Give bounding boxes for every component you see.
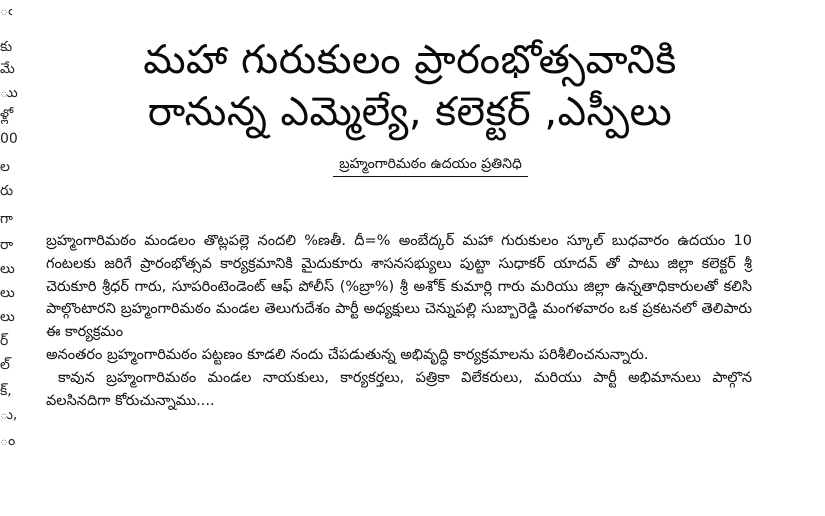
column-fragment: క్, <box>0 383 12 399</box>
article-paragraph-1: బ్రహ్మంగారిమఠం మండలం తొట్లపల్లె నందలి %ణతీ. దీ=% అంబేద్కర్ మహా గురుకులం స్కూల్ బుధవారం ఉదయం 10 గంటలకు జరిగే ప్రారంభోత్సవ కార్యక్రమానికి మైదుకూరు శాసనసభ్యులు పుట్టా సుధాకర్ యాదవ్ తో పాటు జిల్లా కలెక్టర్ శ్రీ చెరుకూరి శ్రీధర్ గారు, సూపరింటెండెంట్ ఆఫ్ పోలీస్ (%బ్రా%) శ్రీ అశోక్ కుమార్లి గారు మరియు జిల్లా ఉన్నతాధికారులతో కలిసి పాల్గొంటారని బ్రహ్మంగారిమఠం మండల తెలుగుదేశం పార్టీ అధ్యక్షులు చెన్నుపల్లి సుబ్బారెడ్డి మంగళవారం ఒక ప్రకటనలో తెలిపారు ఈ కార్యక్రమం <box>46 233 752 341</box>
byline: బ్రహ్మంగారిమఠం ఉదయం ప్రతినిధి <box>333 154 528 177</box>
column-fragment: ల <box>0 159 10 175</box>
column-fragment: రు <box>0 183 14 199</box>
adjacent-column-fragment <box>0 0 16 516</box>
column-fragment: ళ్లో <box>0 107 14 123</box>
column-fragment: ఁ <box>0 3 13 19</box>
headline-line-2: రానున్న ఎమ్మెల్యే, కలెక్టర్ ,ఎస్పీలు <box>147 89 673 135</box>
column-fragment: ు, <box>0 407 18 423</box>
column-fragment: మే <box>0 61 15 77</box>
column-fragment: లు <box>0 309 15 325</box>
column-fragment: 00 <box>0 131 18 147</box>
byline-container <box>0 153 825 177</box>
column-fragment: ుు <box>0 85 18 101</box>
headline <box>30 34 790 138</box>
column-fragment: లు <box>0 261 15 277</box>
article-paragraph-2: అనంతరం బ్రహ్మంగారిమఠం పట్టణం కూడలి నందు చేపడుతున్న అభివృద్ధి కార్యక్రమాలను పరిశీలించనున్నారు. <box>46 346 649 363</box>
column-fragment: ం <box>0 433 16 449</box>
column-fragment: ర్ <box>0 333 9 349</box>
article-body <box>46 230 752 412</box>
column-fragment: రా <box>0 237 14 253</box>
column-fragment: గా <box>0 211 13 227</box>
column-fragment: కు <box>0 39 13 55</box>
column-fragment: ల్ <box>0 357 10 373</box>
article-paragraph-3: కావున బ్రహ్మంగారిమఠం మండల నాయకులు, కార్యకర్తలు, పత్రికా విలేకరులు, మరియు పార్టీ అభిమానులు పాల్గొన వలసినదిగా కోరుచున్నాము.... <box>46 369 752 409</box>
headline-line-1: మహా గురుకులం ప్రారంభోత్సవానికి <box>143 37 677 83</box>
column-fragment: లు <box>0 285 15 301</box>
